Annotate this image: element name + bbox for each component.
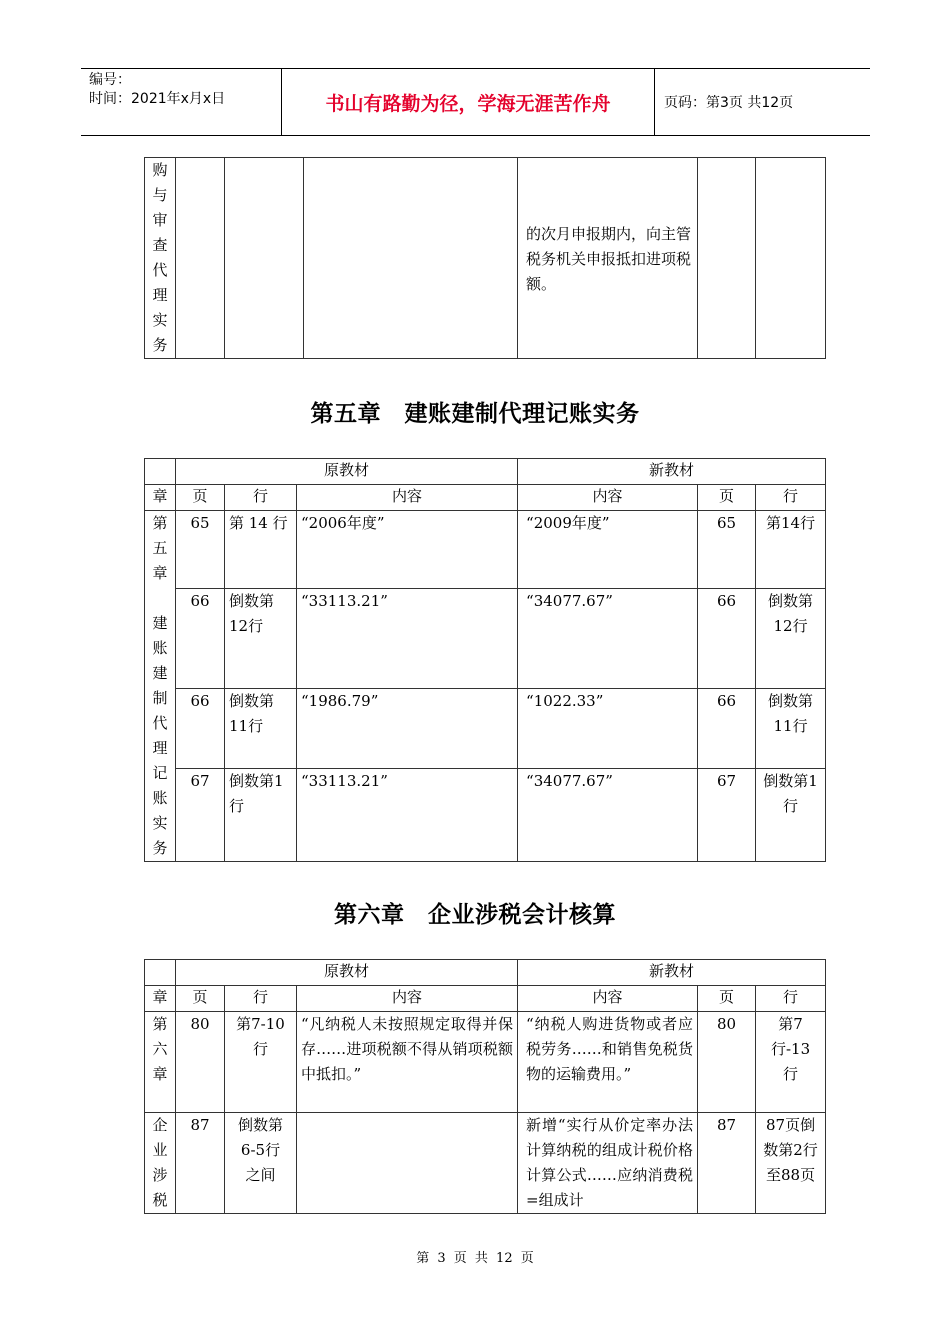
new-page: 87 <box>698 1113 756 1214</box>
new-line-cell <box>756 158 826 359</box>
orig-page: 67 <box>176 769 225 862</box>
chapter-char: 制 <box>152 689 168 707</box>
orig-line: 第7-10行 <box>225 1012 297 1113</box>
chapter-vertical-text <box>145 1113 175 1213</box>
new-content: “34077.67” <box>518 589 698 689</box>
chapter-char: 建 <box>152 614 168 632</box>
chapter-char: 章 <box>152 1065 168 1083</box>
orig-page: 65 <box>176 511 225 589</box>
chapter-char: 审 <box>152 211 168 229</box>
header-orig-line: 行 <box>225 485 297 511</box>
chapter-char: 务 <box>152 336 168 354</box>
new-page-cell <box>698 158 756 359</box>
new-content: 新增“实行从价定率办法计算纳税的组成计税价格计算公式……应纳消费税=组成计 <box>518 1113 698 1214</box>
chapter-cell <box>145 1012 176 1113</box>
chapter-char: 账 <box>152 789 168 807</box>
table-row <box>145 589 826 689</box>
chapter-char: 六 <box>152 1040 168 1058</box>
table-row <box>145 769 826 862</box>
chapter-cell <box>145 1113 176 1214</box>
orig-page: 66 <box>176 689 225 769</box>
new-content: “纳税人购进货物或者应税劳务……和销售免税货物的运输费用。” <box>518 1012 698 1113</box>
chapter-char: 五 <box>152 539 168 557</box>
orig-content-cell <box>304 158 518 359</box>
chapter-char: 与 <box>152 186 168 204</box>
date-label: 时间：2021年x月x日 <box>89 91 226 107</box>
new-line: 第14行 <box>756 511 826 589</box>
chapter-char: 建 <box>152 664 168 682</box>
header-motto: 书山有路勤为径，学海无涯苦作舟 <box>281 69 655 135</box>
chapter-char: 第 <box>152 514 168 532</box>
chapter-char: 实 <box>152 311 168 329</box>
table-row <box>145 1113 826 1214</box>
chapter-char: 理 <box>152 739 168 757</box>
page-footer: 第 3 页 共 12 页 <box>416 1251 534 1266</box>
orig-page: 87 <box>176 1113 225 1214</box>
table-row <box>145 689 826 769</box>
chapter6-table <box>144 959 826 1214</box>
chapter-vertical-text <box>145 158 175 358</box>
chapter-char: 实 <box>152 814 168 832</box>
continuation-table <box>144 157 826 359</box>
new-page: 66 <box>698 589 756 689</box>
header-new-content: 内容 <box>518 986 698 1012</box>
chapter-char: 代 <box>152 261 168 279</box>
orig-line: 倒数第1行 <box>225 769 297 862</box>
new-page: 67 <box>698 769 756 862</box>
chapter5-title: 第五章 建账建制代理记账实务 <box>310 401 640 427</box>
orig-content: “凡纳税人未按照规定取得并保存……进项税额不得从销项税额中抵扣。” <box>297 1012 518 1113</box>
chapter6-title: 第六章 企业涉税会计核算 <box>334 902 616 928</box>
header-page-label: 页码：第3页 共12页 <box>664 95 794 111</box>
new-line: 87页倒数第2行至88页 <box>756 1113 826 1214</box>
orig-content: “1986.79” <box>297 689 518 769</box>
chapter-cell <box>145 511 176 862</box>
header-orig-page: 页 <box>176 986 225 1012</box>
header-new: 新教材 <box>518 459 826 485</box>
orig-line: 倒数第6-5行之间 <box>225 1113 297 1214</box>
new-line: 倒数第12行 <box>756 589 826 689</box>
chapter-vertical-text <box>145 1012 175 1087</box>
page-header <box>81 68 870 136</box>
header-orig-page: 页 <box>176 485 225 511</box>
header-new-line: 行 <box>756 986 826 1012</box>
header-blank <box>145 459 176 485</box>
new-content: “34077.67” <box>518 769 698 862</box>
new-content-cell: 的次月申报期内，向主管税务机关申报抵扣进项税额。 <box>518 158 698 359</box>
orig-content: “2006年度” <box>297 511 518 589</box>
header-orig-content: 内容 <box>297 485 518 511</box>
orig-page: 66 <box>176 589 225 689</box>
chapter-char: 第 <box>152 1015 168 1033</box>
chapter-char: 理 <box>152 286 168 304</box>
chapter-char: 务 <box>152 839 168 857</box>
chapter-char: 业 <box>152 1141 168 1159</box>
chapter-char: 代 <box>152 714 168 732</box>
header-new-content: 内容 <box>518 485 698 511</box>
header-meta <box>81 69 281 135</box>
new-line: 倒数第11行 <box>756 689 826 769</box>
chapter-char: 查 <box>152 236 168 254</box>
new-line: 第7行-13行 <box>756 1012 826 1113</box>
orig-content: “33113.21” <box>297 589 518 689</box>
header-new: 新教材 <box>518 960 826 986</box>
orig-content <box>297 1113 518 1214</box>
chapter-char: 记 <box>152 764 168 782</box>
orig-page-cell <box>176 158 225 359</box>
header-orig-content: 内容 <box>297 986 518 1012</box>
header-chapter: 章 <box>145 986 176 1012</box>
orig-line: 倒数第11行 <box>225 689 297 769</box>
new-line: 倒数第1行 <box>756 769 826 862</box>
chapter-char <box>145 586 175 611</box>
chapter5-table <box>144 458 826 862</box>
header-orig: 原教材 <box>176 960 518 986</box>
orig-line: 倒数第12行 <box>225 589 297 689</box>
new-page: 66 <box>698 689 756 769</box>
header-new-page: 页 <box>698 986 756 1012</box>
chapter-cell <box>145 158 176 359</box>
table-row <box>145 1012 826 1113</box>
new-content: “2009年度” <box>518 511 698 589</box>
header-orig: 原教材 <box>176 459 518 485</box>
header-new-line: 行 <box>756 485 826 511</box>
chapter-char: 涉 <box>152 1166 168 1184</box>
chapter-char: 账 <box>152 639 168 657</box>
chapter-char: 章 <box>152 564 168 582</box>
chapter-vertical-text <box>145 511 175 861</box>
orig-page: 80 <box>176 1012 225 1113</box>
chapter-char: 购 <box>152 161 168 179</box>
orig-line-cell <box>225 158 304 359</box>
chapter-char: 税 <box>152 1191 168 1209</box>
header-chapter: 章 <box>145 485 176 511</box>
new-page: 65 <box>698 511 756 589</box>
chapter-char: 企 <box>152 1116 168 1134</box>
header-new-page: 页 <box>698 485 756 511</box>
table-row <box>145 511 826 589</box>
orig-content: “33113.21” <box>297 769 518 862</box>
number-label: 编号： <box>89 72 131 88</box>
new-content: “1022.33” <box>518 689 698 769</box>
header-blank <box>145 960 176 986</box>
new-page: 80 <box>698 1012 756 1113</box>
header-orig-line: 行 <box>225 986 297 1012</box>
orig-line: 第 14 行 <box>225 511 297 589</box>
